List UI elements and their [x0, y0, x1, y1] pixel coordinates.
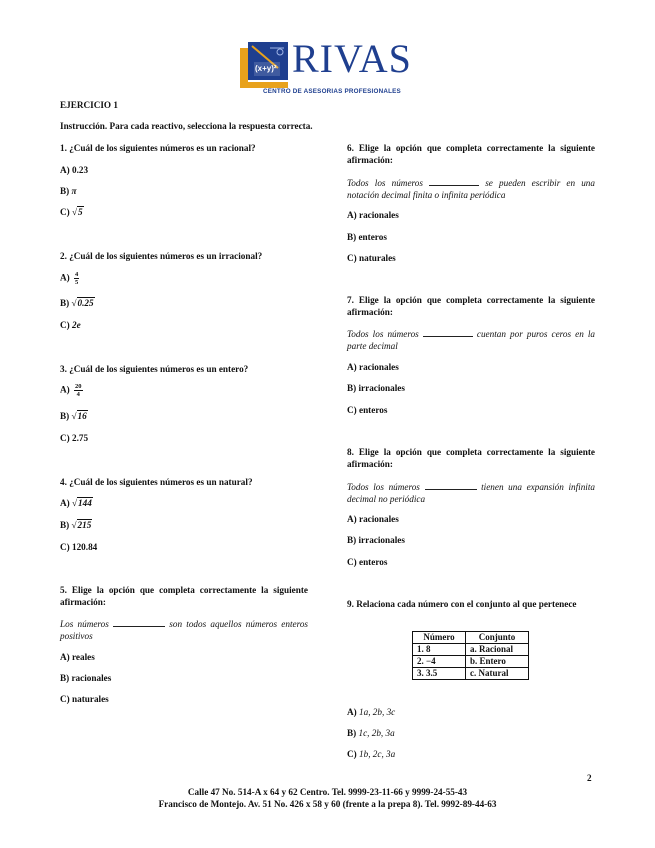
q9-option-c: C) 1b, 2c, 3a: [347, 749, 396, 759]
q5-option-b: B) racionales: [60, 673, 112, 683]
question-6: 6. Elige la opción que completa correctamente la siguiente afirmación:: [347, 143, 595, 165]
q8-option-a: A) racionales: [347, 514, 399, 524]
table-cell: b. Entero: [466, 656, 529, 668]
q1-option-b: B) π: [60, 186, 77, 196]
q7-option-b: B) irracionales: [347, 383, 405, 393]
q1-option-a: A) 0.23: [60, 165, 89, 175]
q2-option-c: C) 2e: [60, 320, 81, 330]
exercise-title: EJERCICIO 1: [60, 100, 118, 110]
question-8: 8. Elige la opción que completa correctamente la siguiente afirmación:: [347, 447, 595, 469]
q4-option-b: B) √215: [60, 520, 92, 530]
q8-option-c: C) enteros: [347, 557, 388, 567]
table-header-cell: Número: [413, 632, 466, 644]
question-7: 7. Elige la opción que completa correctamente la siguiente afirmación:: [347, 295, 595, 317]
q8-option-b: B) irracionales: [347, 535, 405, 545]
table-cell: c. Natural: [466, 668, 529, 680]
q4-option-a: A) √144: [60, 498, 92, 508]
q3-option-c: C) 2.75: [60, 433, 89, 443]
q7-option-c: C) enteros: [347, 405, 388, 415]
q3-option-b: B) √16: [60, 411, 87, 421]
page-number: 2: [587, 773, 592, 783]
q7-statement: Todos los números cuentan por puros ceros en la parte decimal: [347, 329, 595, 351]
q4-option-c: C) 120.84: [60, 542, 98, 552]
question-2: 2. ¿Cuál de los siguientes números es un irracional?: [60, 251, 263, 261]
table-cell: 1. 8: [413, 644, 466, 656]
q6-option-c: C) naturales: [347, 253, 396, 263]
table-row: [413, 668, 529, 680]
q5-option-a: A) reales: [60, 652, 95, 662]
question-4: 4. ¿Cuál de los siguientes números es un natural?: [60, 477, 253, 487]
q8-statement: Todos los números tienen una expansión infinita decimal no periódica: [347, 482, 595, 504]
table-row: [413, 656, 529, 668]
question-3: 3. ¿Cuál de los siguientes números es un entero?: [60, 364, 249, 374]
question-5: 5. Elige la opción que completa correctamente la siguiente afirmación:: [60, 585, 308, 607]
logo-brand: RIVAS: [292, 36, 412, 81]
footer-line-2: Francisco de Montejo. Av. 51 No. 426 x 58 y 60 (frente a la prepa 8). Tel. 9992-89-44-63: [158, 799, 497, 809]
q7-option-a: A) racionales: [347, 362, 399, 372]
q1-option-c: C) √5: [60, 207, 83, 217]
table-cell: a. Racional: [466, 644, 529, 656]
logo-tagline: CENTRO DE ASESORIAS PROFESIONALES: [263, 88, 401, 95]
q9-option-a: A) 1a, 2b, 3c: [347, 707, 396, 717]
q6-option-a: A) racionales: [347, 210, 399, 220]
q6-option-b: B) enteros: [347, 232, 387, 242]
table-header-row: [413, 632, 529, 644]
table-header-cell: Conjunto: [466, 632, 529, 644]
q3-option-a: A) $\frac{20}{4}$: [60, 383, 82, 398]
logo-emblem-text: (x+y)²: [255, 64, 277, 73]
q2-option-a: A) $\frac{4}{5}$: [60, 271, 79, 286]
q5-statement: Los números son todos aquellos números enteros positivos: [60, 619, 308, 641]
question-1: 1. ¿Cuál de los siguientes números es un racional?: [60, 143, 256, 153]
table-row: [413, 644, 529, 656]
footer-line-1: Calle 47 No. 514-A x 64 y 62 Centro. Tel. 9999-23-11-66 y 9999-24-55-43: [187, 787, 468, 797]
instruction: Instrucción. Para cada reactivo, selecciona la respuesta correcta.: [60, 121, 313, 131]
question-9: 9. Relaciona cada número con el conjunto al que pertenece: [347, 599, 577, 609]
table-cell: 2. −4: [413, 656, 466, 668]
q6-statement: Todos los números se pueden escribir en una notación decimal finita o infinita periódica: [347, 178, 595, 200]
table-cell: 3. 3.5: [413, 668, 466, 680]
relation-table: [412, 631, 529, 680]
q9-option-b: B) 1c, 2b, 3a: [347, 728, 395, 738]
q5-option-c: C) naturales: [60, 694, 109, 704]
q2-option-b: B) √0.25: [60, 298, 94, 308]
logo: [238, 38, 420, 100]
